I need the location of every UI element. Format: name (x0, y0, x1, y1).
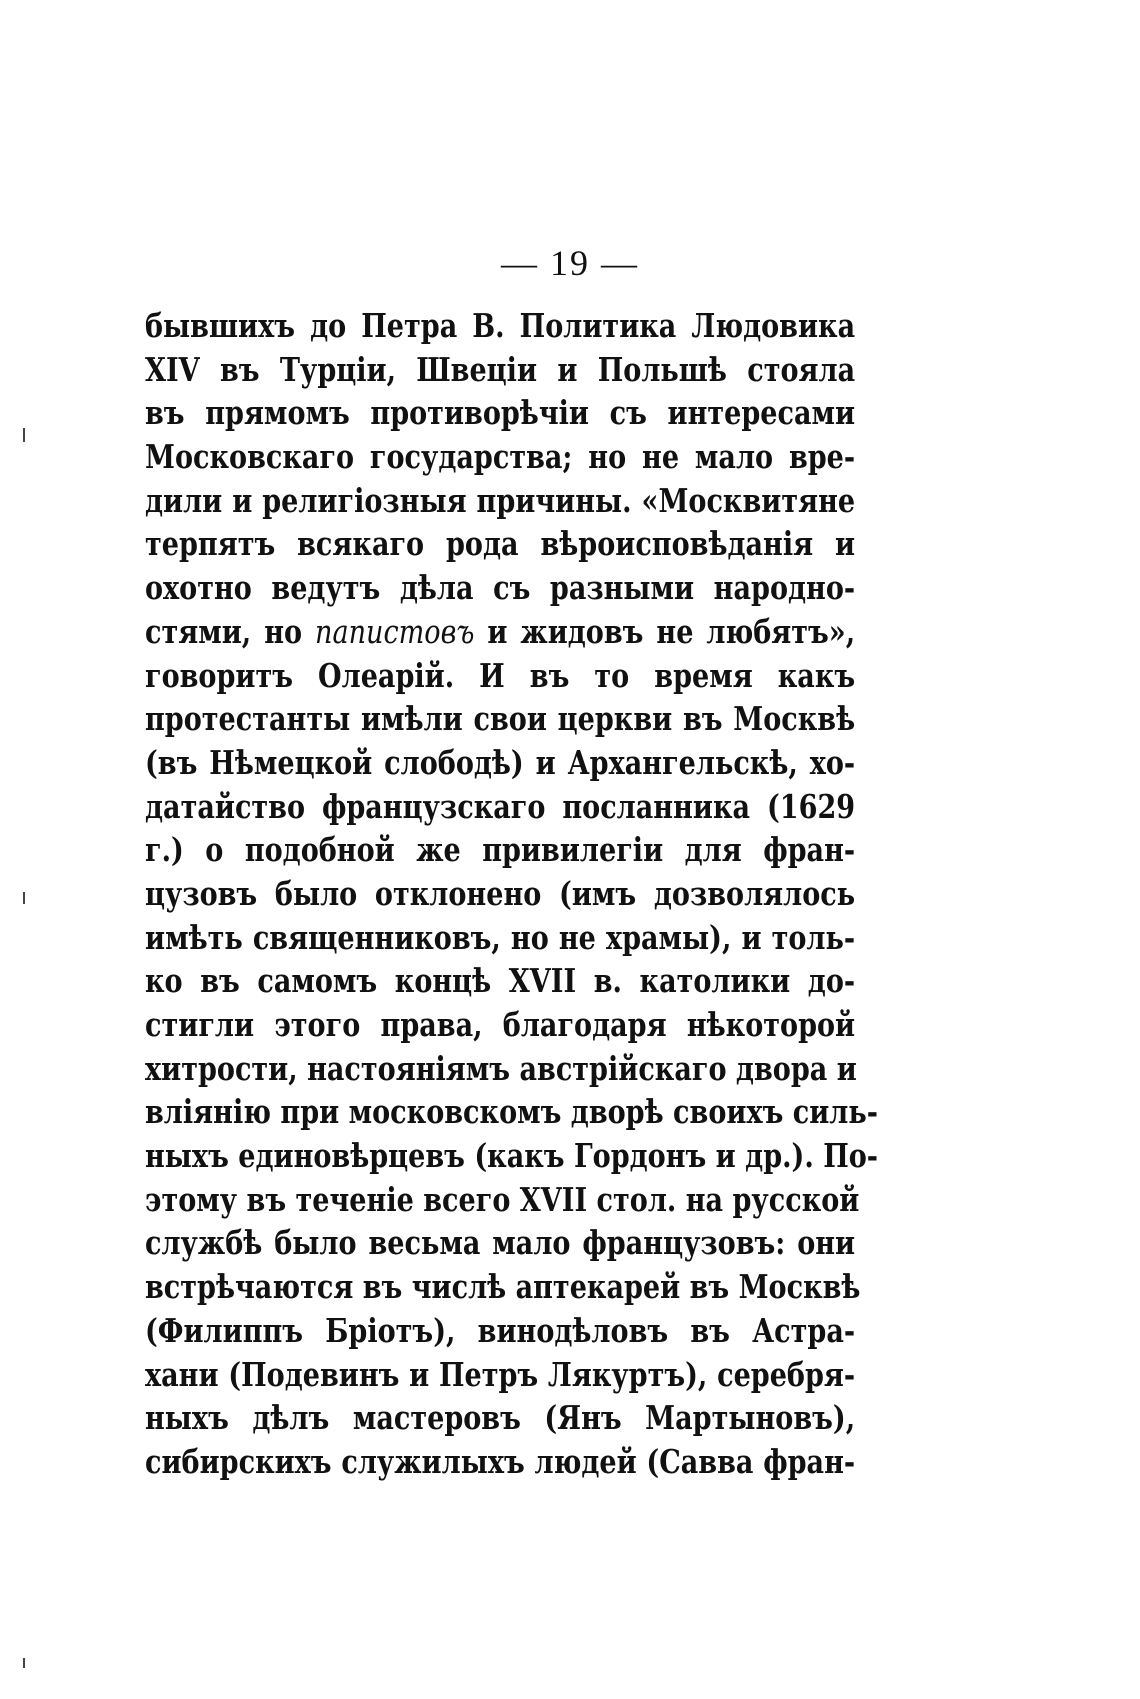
italic-word: папистовъ (315, 611, 475, 651)
text-line: встрѣчаются въ числѣ аптекарей въ Москвѣ (145, 1267, 861, 1307)
text-line: г.) о подобной же привилегіи для фран- (145, 830, 856, 870)
text-line: имѣть священниковъ, но не храмы), и толь- (145, 917, 856, 957)
body-text (145, 304, 879, 1484)
scan-speck (23, 428, 25, 442)
scan-speck (23, 1658, 25, 1668)
text-line: стигли этого права, благодаря нѣкоторой (145, 1005, 856, 1044)
text-line (145, 610, 855, 654)
text-line: бывшихъ до Петра В. Политика Людовика (145, 306, 856, 345)
text-line: въ прямомъ противорѣчіи съ интересами (145, 393, 856, 433)
page-number: — 19 — (501, 243, 639, 283)
text-line: ко въ самомъ концѣ XVII в. католики до- (145, 961, 856, 1001)
text-line: цузовъ было отклонено (имъ дозволялось (145, 873, 856, 913)
text-line-end: и жидовъ не любятъ», (474, 611, 856, 651)
text-line: охотно ведутъ дѣла съ разными народно- (145, 568, 856, 608)
text-line-start: стями, но (145, 611, 316, 651)
text-line: протестанты имѣли свои церкви въ Москвѣ (145, 699, 856, 739)
text-line: терпятъ всякаго рода вѣроисповѣданія и (145, 524, 856, 564)
scan-speck (23, 892, 25, 904)
text-line: говоритъ Олеарій. И въ то время какъ (145, 655, 856, 695)
text-line: ныхъ единовѣрцевъ (какъ Гордонъ и др.). По- (145, 1136, 879, 1176)
text-line: хитрости, настояніямъ австрійскаго двора и (145, 1048, 857, 1088)
text-line: дили и религіозныя причины. «Москвитяне (145, 480, 856, 520)
text-line: XIV въ Турціи, Швеціи и Польшѣ стояла (145, 349, 856, 389)
text-line: (въ Нѣмецкой слободѣ) и Архангельскѣ, хо- (145, 742, 856, 782)
text-line: службѣ было весьма мало французовъ: они (145, 1223, 856, 1263)
text-line: ныхъ дѣлъ мастеровъ (Янъ Мартыновъ), (145, 1398, 856, 1438)
text-line: сибирскихъ служилыхъ людей (Савва фран- (145, 1441, 856, 1481)
text-line: этому въ теченіе всего XVII стол. на русской (145, 1179, 860, 1219)
text-line: вліянію при московскомъ дворѣ своихъ силь- (145, 1092, 878, 1132)
text-line: Московскаго государства; но не мало вре- (145, 437, 856, 477)
text-line: хани (Подевинъ и Петръ Лякуртъ), серебря- (145, 1354, 856, 1394)
text-line: датайство французскаго посланника (1629 (145, 786, 856, 826)
text-line: (Филиппъ Бріотъ), винодѣловъ въ Астра- (145, 1310, 856, 1350)
